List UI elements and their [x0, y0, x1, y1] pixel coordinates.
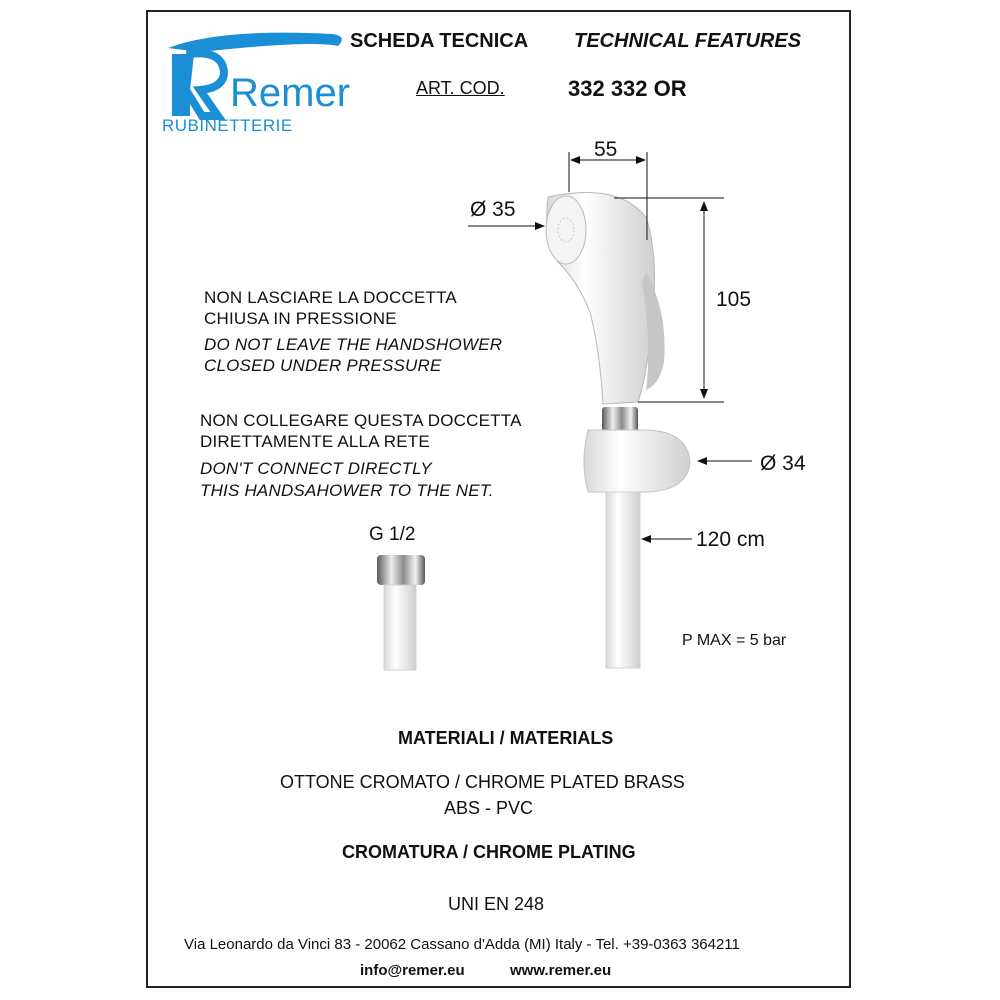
article-code-label: ART. COD.	[416, 78, 505, 98]
company-address: Via Leonardo da Vinci 83 - 20062 Cassano d'Adda (MI) Italy - Tel. +39-0363 364211	[184, 936, 740, 953]
warning-connection-italian-1: NON COLLEGARE QUESTA DOCCETTA	[200, 411, 522, 430]
dimension-holder-diameter: Ø 34	[760, 452, 806, 475]
title-english: TECHNICAL FEATURES	[574, 30, 802, 52]
hose	[606, 492, 640, 668]
materials-line-1: OTTONE CROMATO / CHROME PLATED BRASS	[280, 772, 685, 792]
materials-line-2: ABS - PVC	[444, 798, 534, 818]
dimension-head-diameter: Ø 35	[470, 198, 516, 221]
warning-connection-english-2: THIS HANDSAHOWER TO THE NET.	[200, 481, 494, 500]
logo-subtitle: RUBINETTERIE	[162, 116, 293, 135]
hose-fitting	[377, 555, 425, 585]
title-italian: SCHEDA TECNICA	[350, 30, 529, 52]
company-website[interactable]: www.remer.eu	[510, 962, 612, 979]
technical-sheet	[146, 10, 851, 988]
logo-wordmark: Remer	[230, 71, 351, 115]
max-pressure: P MAX = 5 bar	[682, 632, 787, 649]
warning-pressure-english-2: CLOSED UNDER PRESSURE	[204, 356, 442, 375]
warning-pressure-italian-1: NON LASCIARE LA DOCCETTA	[204, 288, 457, 307]
dimension-height: 105	[716, 288, 752, 311]
wall-holder	[584, 430, 690, 492]
dimension-head-width: 55	[594, 138, 618, 161]
dimension-thread: G 1/2	[369, 524, 416, 545]
warning-connection-english-1: DON'T CONNECT DIRECTLY	[200, 459, 432, 478]
article-code-value: 332 332 OR	[568, 76, 687, 101]
standard: UNI EN 248	[448, 894, 545, 914]
warning-pressure-english-1: DO NOT LEAVE THE HANDSHOWER	[204, 335, 503, 354]
company-email[interactable]: info@remer.eu	[360, 962, 465, 979]
materials-heading: MATERIALI / MATERIALS	[398, 728, 614, 748]
plating-heading: CROMATURA / CHROME PLATING	[342, 842, 636, 862]
dimension-hose-length: 120 cm	[696, 528, 765, 551]
warning-pressure-italian-2: CHIUSA IN PRESSIONE	[204, 309, 397, 328]
hose-end	[384, 585, 416, 670]
warning-connection-italian-2: DIRETTAMENTE ALLA RETE	[200, 432, 430, 451]
spray-head	[546, 196, 586, 264]
